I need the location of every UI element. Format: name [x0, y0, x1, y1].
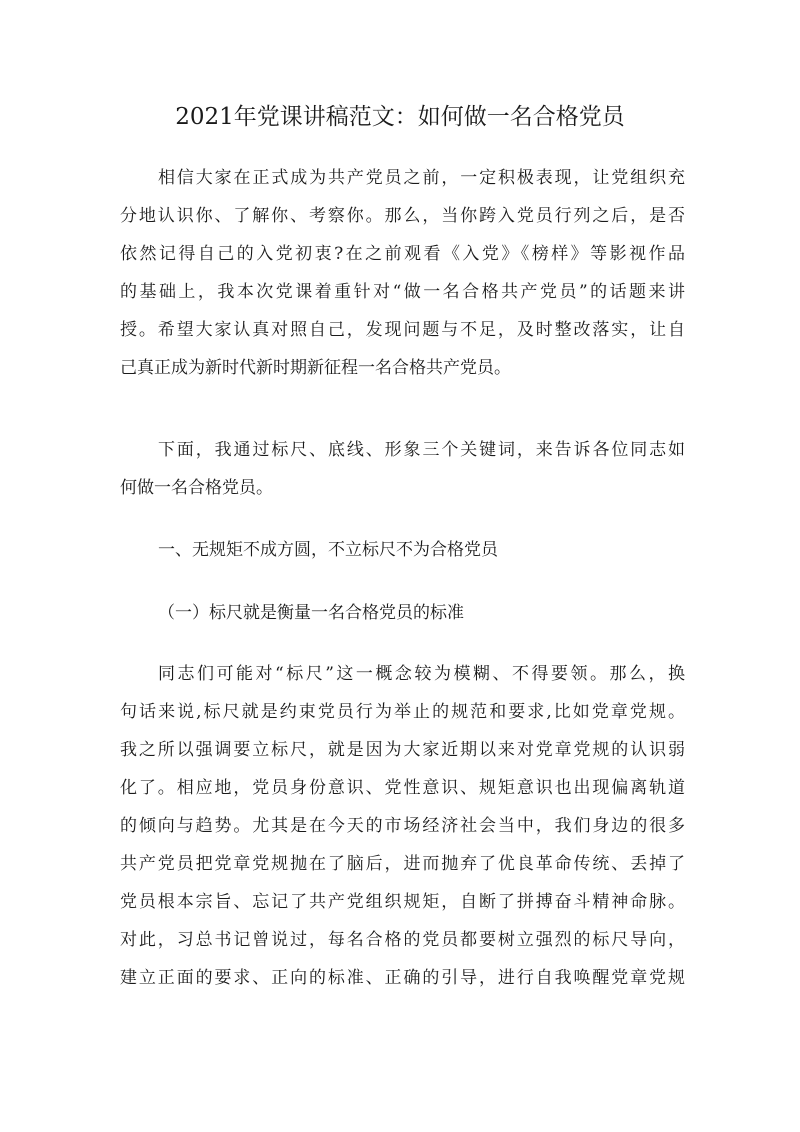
paragraph-line: 句话来说,标尺就是约束党员行为举止的规范和要求,比如党章党规。 [120, 702, 685, 722]
paragraph-line: 下面，我通过标尺、底线、形象三个关键词，来告诉各位同志如 [158, 440, 685, 460]
subsection-heading-text: （一）标尺就是衡量一名合格党员的标准 [158, 603, 464, 623]
paragraph-intro [120, 159, 685, 387]
section-heading [120, 531, 685, 569]
paragraph-keywords [120, 431, 685, 507]
paragraph-standard [120, 655, 685, 997]
section-heading-text: 一、无规矩不成方圆，不立标尺不为合格党员 [158, 540, 498, 560]
paragraph-line: 依然记得自己的入党初衷?在之前观看《入党》《榜样》等影视作品 [120, 244, 685, 264]
paragraph-line: 化了。相应地，党员身份意识、党性意识、规矩意识也出现偏离轨道 [120, 778, 685, 798]
paragraph-line: 的倾向与趋势。尤其是在今天的市场经济社会当中，我们身边的很多 [120, 816, 685, 836]
paragraph-line: 分地认识你、了解你、考察你。那么，当你跨入党员行列之后，是否 [120, 206, 685, 226]
subsection-heading [120, 594, 685, 632]
paragraph-line: 共产党员把党章党规抛在了脑后，进而抛弃了优良革命传统、丢掉了 [120, 854, 685, 874]
paragraph-line: 何做一名合格党员。 [120, 478, 273, 498]
paragraph-line: 授。希望大家认真对照自己，发现问题与不足，及时整改落实，让自 [120, 320, 685, 340]
document-title: 2021年党课讲稿范文：如何做一名合格党员 [175, 104, 625, 130]
paragraph-line: 我之所以强调要立标尺，就是因为大家近期以来对党章党规的认识弱 [120, 740, 685, 760]
paragraph-line: 相信大家在正式成为共产党员之前，一定积极表现，让党组织充 [158, 168, 685, 188]
paragraph-line: 同志们可能对“标尺”这一概念较为模糊、不得要领。那么，换 [158, 664, 685, 684]
paragraph-line: 的基础上，我本次党课着重针对“做一名合格共产党员”的话题来讲 [120, 282, 685, 302]
paragraph-line: 己真正成为新时代新时期新征程一名合格共产党员。 [120, 358, 511, 378]
paragraph-line: 党员根本宗旨、忘记了共产党组织规矩，自断了拼搏奋斗精神命脉。 [120, 892, 685, 912]
paragraph-line: 建立正面的要求、正向的标准、正确的引导，进行自我唤醒党章党规 [120, 968, 685, 988]
paragraph-line: 对此，习总书记曾说过，每名合格的党员都要树立强烈的标尺导向， [120, 930, 685, 950]
